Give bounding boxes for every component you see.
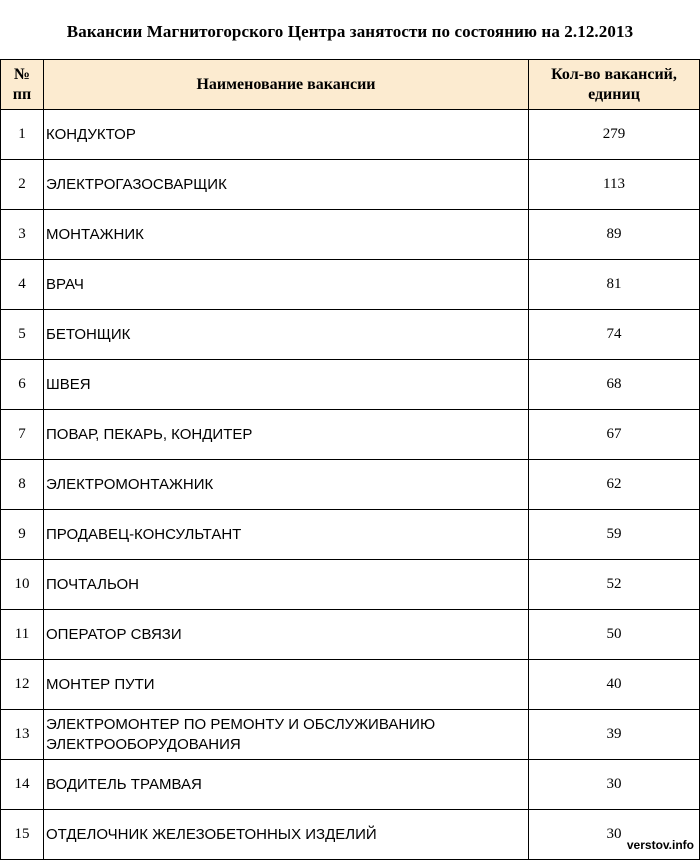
row-name: ЭЛЕКТРОГАЗОСВАРЩИК: [44, 160, 529, 210]
row-count: 30: [529, 810, 700, 860]
row-count: 50: [529, 610, 700, 660]
row-num: 8: [1, 460, 44, 510]
row-count: 30: [529, 760, 700, 810]
table-row: [1, 460, 700, 510]
table-row: [1, 110, 700, 160]
header-name: Наименование вакансии: [44, 60, 529, 110]
header-num: [1, 60, 44, 110]
row-name: КОНДУКТОР: [44, 110, 529, 160]
row-name: ЭЛЕКТРОМОНТЕР ПО РЕМОНТУ И ОБСЛУЖИВАНИЮ ЭЛЕКТРООБОРУДОВАНИЯ: [44, 710, 529, 760]
row-name: ОПЕРАТОР СВЯЗИ: [44, 610, 529, 660]
row-name: ОТДЕЛОЧНИК ЖЕЛЕЗОБЕТОННЫХ ИЗДЕЛИЙ: [44, 810, 529, 860]
page-title: Вакансии Магнитогорского Центра занятости по состоянию на 2.12.2013: [66, 22, 634, 41]
table-row: [1, 360, 700, 410]
table-row: [1, 760, 700, 810]
table-row: [1, 660, 700, 710]
row-name: ЭЛЕКТРОМОНТАЖНИК: [44, 460, 529, 510]
row-count: 113: [529, 160, 700, 210]
row-count: 89: [529, 210, 700, 260]
table-header-row: [1, 60, 700, 110]
row-name: ПОВАР, ПЕКАРЬ, КОНДИТЕР: [44, 410, 529, 460]
row-count: 67: [529, 410, 700, 460]
row-name: БЕТОНЩИК: [44, 310, 529, 360]
row-count: 52: [529, 560, 700, 610]
row-name: МОНТАЖНИК: [44, 210, 529, 260]
table-row: [1, 160, 700, 210]
row-name: ВОДИТЕЛЬ ТРАМВАЯ: [44, 760, 529, 810]
row-count: 279: [529, 110, 700, 160]
row-num: 15: [1, 810, 44, 860]
table-row: [1, 560, 700, 610]
vacancies-table: [0, 59, 700, 860]
row-num: 13: [1, 710, 44, 760]
row-num: 3: [1, 210, 44, 260]
row-count: 68: [529, 360, 700, 410]
row-num: 14: [1, 760, 44, 810]
row-num: 1: [1, 110, 44, 160]
row-name: МОНТЕР ПУТИ: [44, 660, 529, 710]
header-count-line2: единиц: [588, 85, 640, 103]
row-count: 40: [529, 660, 700, 710]
header-num-line2: пп: [12, 85, 32, 103]
row-count: 62: [529, 460, 700, 510]
table-row: [1, 410, 700, 460]
watermark: verstov.info: [626, 838, 694, 852]
row-count: 39: [529, 710, 700, 760]
table-row: [1, 210, 700, 260]
row-num: 11: [1, 610, 44, 660]
header-num-line1: №: [13, 65, 31, 83]
row-num: 5: [1, 310, 44, 360]
row-num: 12: [1, 660, 44, 710]
row-count: 81: [529, 260, 700, 310]
table-row: [1, 310, 700, 360]
row-num: 4: [1, 260, 44, 310]
row-name: ШВЕЯ: [44, 360, 529, 410]
row-num: 6: [1, 360, 44, 410]
table-row: [1, 260, 700, 310]
table-row: [1, 510, 700, 560]
row-name: ВРАЧ: [44, 260, 529, 310]
header-count: [529, 60, 700, 110]
row-num: 9: [1, 510, 44, 560]
table-row: [1, 710, 700, 760]
header-count-line1: Кол-во вакансий,: [551, 65, 677, 83]
table-body: [1, 110, 700, 860]
row-num: 2: [1, 160, 44, 210]
row-name: ПРОДАВЕЦ-КОНСУЛЬТАНТ: [44, 510, 529, 560]
row-name: ПОЧТАЛЬОН: [44, 560, 529, 610]
row-count: 74: [529, 310, 700, 360]
table-row: [1, 610, 700, 660]
row-num: 7: [1, 410, 44, 460]
row-count: 59: [529, 510, 700, 560]
table-row: [1, 810, 700, 860]
row-num: 10: [1, 560, 44, 610]
